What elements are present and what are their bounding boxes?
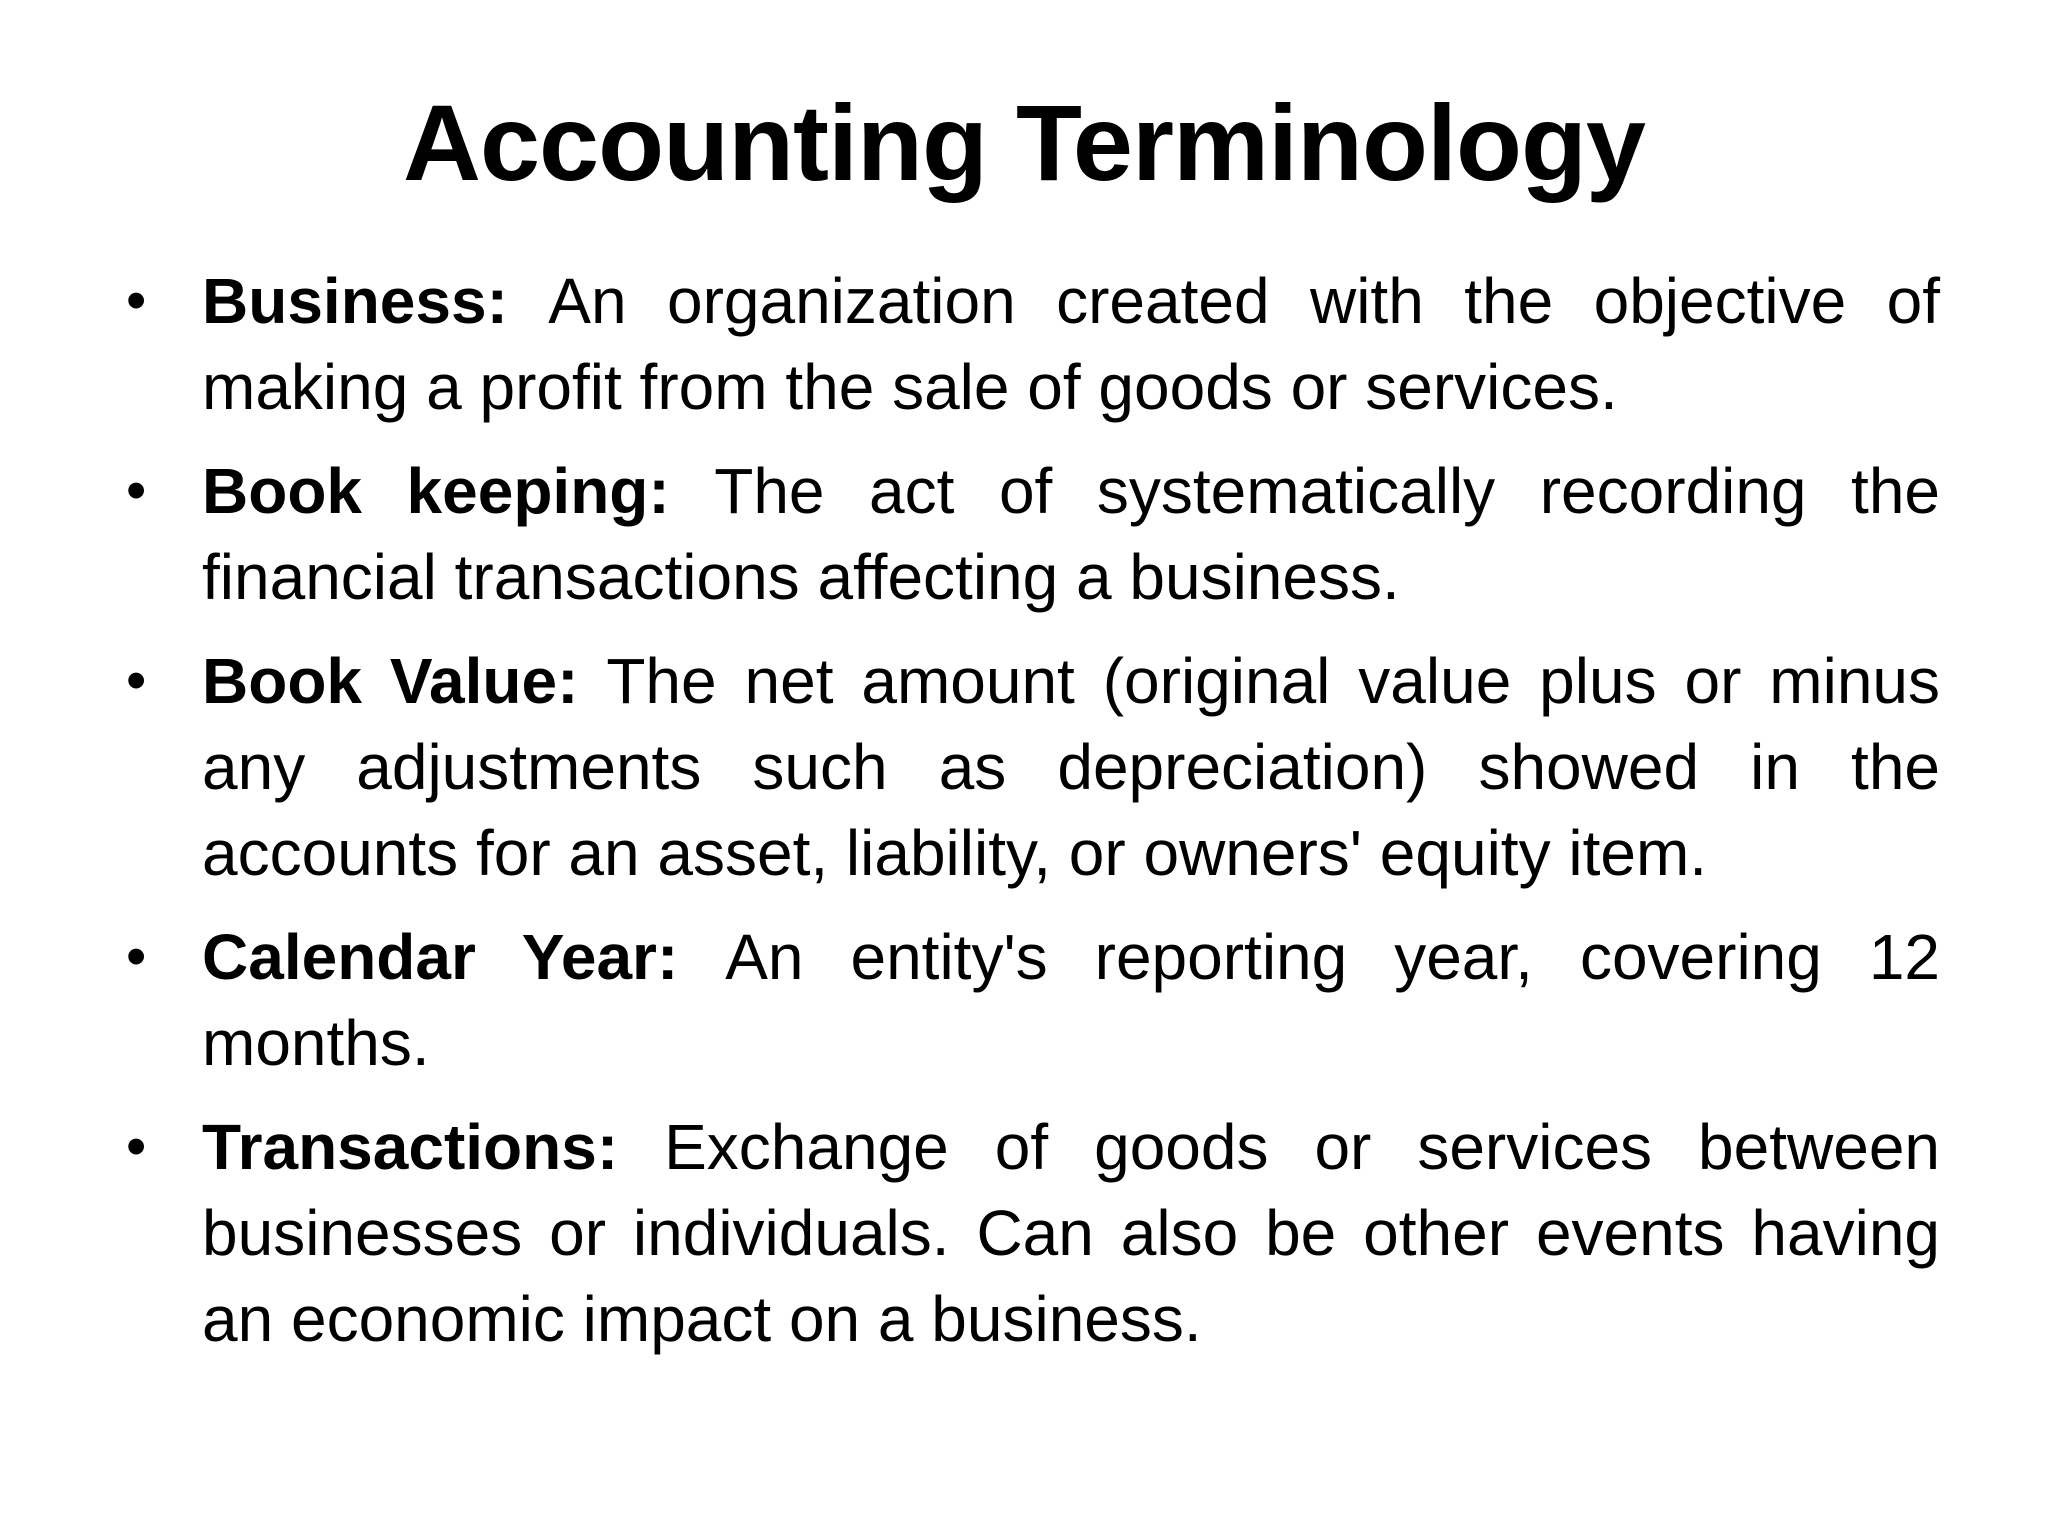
bullet-icon: • [126,924,147,989]
term-label: Transactions: [202,1111,665,1183]
bullet-icon: • [126,268,147,333]
bullet-list [120,258,1940,1380]
list-item [120,914,1940,1086]
bullet-icon: • [126,458,147,523]
list-item [120,1104,1940,1362]
term-definition: Exchange of goods or services between businesses or individuals. Can also be other events having an economic impact on a business. [202,1111,1941,1355]
slide-title: Accounting Terminology [403,82,1645,203]
term-definition: An organization created with the objective of making a profit from the sale of goods or services. [202,265,1941,423]
bullet-icon: • [126,1114,147,1179]
list-item [120,258,1940,430]
term-label: Book Value: [202,645,607,717]
bullet-icon: • [126,648,147,713]
term-label: Calendar Year: [202,921,726,993]
term-definition: The act of systematically recording the financial transactions affecting a business. [202,455,1940,613]
term-label: Business: [202,265,549,337]
term-definition: The net amount (original value plus or minus any adjustments such as depreciation) showed in the accounts for an asset, liability, or owners' equity item. [202,645,1941,889]
term-definition: An entity's reporting year, covering 12 months. [202,921,1941,1079]
term-label: Book keeping: [202,455,715,527]
list-item [120,638,1940,896]
list-item [120,448,1940,620]
